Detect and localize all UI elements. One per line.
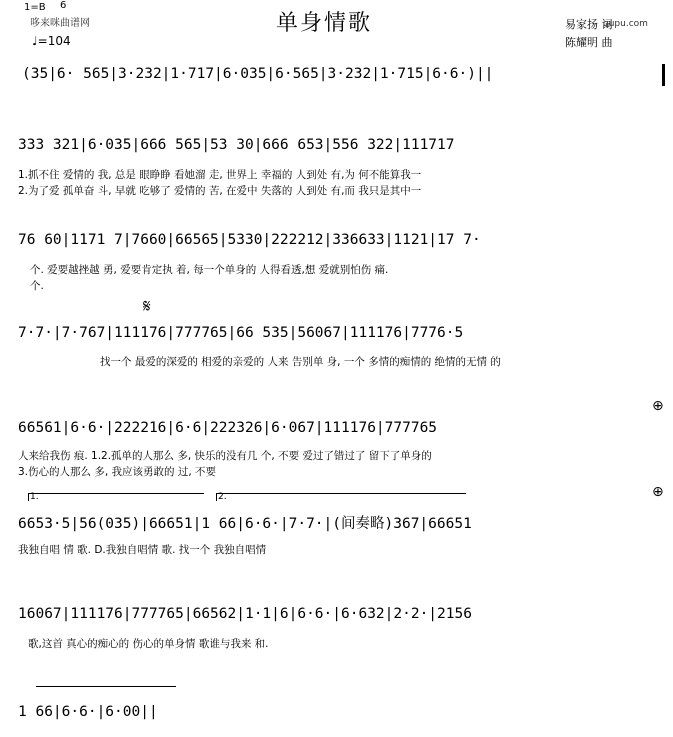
lyrics-row-2-verse-1: 1.抓不住 爱情的 我, 总是 眼睁睁 看她溜 走, 世界上 幸福的 人到处 有,为 何不能算我一 xyxy=(18,169,422,181)
notation-row-6: 6653·5|56(035)|66651|1 66|6·6·|7·7·|(间奏略)367|66651 xyxy=(18,516,472,532)
lyrics-row-2-verse-2: 2.为了爱 孤单奋 斗, 早就 吃够了 爱情的 苦, 在爱中 失落的 人到处 有,而 我只是其中一 xyxy=(18,185,422,197)
lyrics-row-3-verse-1: 个. 爱要越挫越 勇, 爱要肯定执 着, 每一个单身的 人得看透,想 爱就别怕伤 痛. xyxy=(30,264,389,276)
lyrics-row-5-verse-2: 3.伤心的人那么 多, 我应该勇敢的 过, 不要 xyxy=(18,466,217,478)
key-signature: 1=B xyxy=(24,2,46,13)
lyrics-row-7: 歌,这首 真心的痴心的 伤心的单身情 歌谁与我来 和. xyxy=(28,638,269,650)
tie-slur-final xyxy=(36,686,176,687)
lyrics-row-5-verse-1: 人来给我伤 痕. 1.2.孤单的人那么 多, 快乐的没有几 个, 不要 爱过了错过了 留下了单身的 xyxy=(18,450,432,462)
segno-sign: 𝄋 xyxy=(143,296,151,317)
volta-2-tick xyxy=(216,493,217,501)
composer-credit: 陈耀明 曲 xyxy=(565,36,613,49)
tempo-mark: ♩=104 xyxy=(32,34,71,48)
lyrics-row-3-verse-2: 个. xyxy=(30,280,44,292)
source-url: qupu.com xyxy=(603,19,648,29)
volta-2-bracket xyxy=(216,493,466,494)
volta-1-label: 1. xyxy=(30,492,39,502)
lyrics-row-6: 我独自唱 情 歌. D.我独自唱情 歌. 找一个 我独自唱情 xyxy=(18,544,267,556)
key-signature-note: 6 xyxy=(60,0,67,11)
notation-row-7: 16067|111176|777765|66562|1·1|6|6·6·|6·632|2·2·|2156 xyxy=(18,606,472,622)
volta-1-bracket xyxy=(28,493,204,494)
song-title: 单身情歌 xyxy=(276,11,373,36)
lyricist-credit: 易家扬 词 xyxy=(565,18,613,31)
notation-row-2: 333 321|6·035|666 565|53 30|666 653|556 322|111717 xyxy=(18,137,455,153)
notation-row-3: 76 60|1171 7|7660|66565|5330|222212|336633|1121|17 7· xyxy=(18,232,481,248)
coda-sign-2: ⊕ xyxy=(652,484,664,500)
site-watermark: 哆来咪曲谱网 xyxy=(30,18,90,29)
repeat-end-barline xyxy=(662,64,665,86)
volta-2-label: 2. xyxy=(218,492,227,502)
notation-row-8: 1 66|6·6·|6·00|| xyxy=(18,704,158,720)
notation-row-5: 66561|6·6·|222216|6·6|222326|6·067|111176|777765 xyxy=(18,420,438,436)
lyrics-row-4: 找一个 最爱的深爱的 相爱的亲爱的 人来 告别单 身, 一个 多情的痴情的 绝情的无情 的 xyxy=(100,356,501,368)
notation-row-1: (35|6· 565|3·232|1·717|6·035|6·565|3·232|1·715|6·6·)|| xyxy=(22,66,494,82)
coda-sign: ⊕ xyxy=(652,398,664,414)
volta-1-tick xyxy=(28,493,29,501)
notation-row-4: 7·7·|7·767|111176|777765|66 535|56067|111176|7776·5 xyxy=(18,325,464,341)
